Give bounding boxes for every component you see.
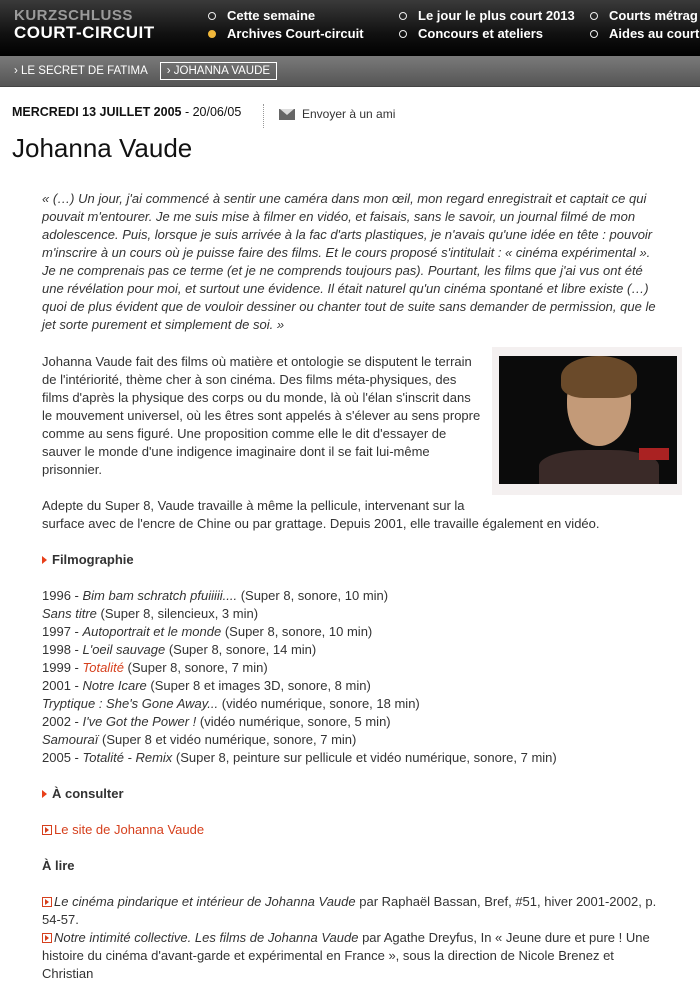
meta-divider	[263, 104, 264, 128]
top-navigation-bar	[0, 0, 700, 56]
send-to-friend-link[interactable]: Envoyer à un ami	[279, 107, 395, 121]
nav-bullet-icon	[399, 30, 407, 38]
date-text: MERCREDI 13 JUILLET 2005	[12, 105, 182, 119]
envelope-icon	[279, 109, 295, 120]
breadcrumb	[0, 56, 700, 87]
read-heading: À lire	[42, 858, 75, 873]
consult-link[interactable]: Le site de Johanna Vaude	[42, 821, 662, 839]
external-link-icon	[42, 825, 52, 835]
filmography-heading: Filmographie	[42, 551, 662, 569]
nav-item-archives[interactable]: Archives Court-circuit	[208, 25, 364, 43]
arrow-icon	[42, 556, 47, 564]
nav-bullet-icon	[590, 12, 598, 20]
nav-item-courts-metrages[interactable]: Courts métrag	[590, 7, 700, 25]
reading-item-2: Notre intimité collective. Les films de Johanna Vaude par Agathe Dreyfus, In « Jeune dure et pure ! Une histoire du cinéma d'avant-garde et expérimental en France », sous la direction de Nicole Brenez et Christian	[42, 930, 650, 981]
film-link-totalite[interactable]: Totalité	[82, 660, 124, 675]
nav-item-jour-plus-court[interactable]: Le jour le plus court 2013	[399, 7, 575, 25]
article-date	[12, 105, 241, 119]
portrait-photo	[492, 347, 682, 495]
consult-heading: À consulter	[42, 785, 662, 803]
list-item: 1996 - Bim bam schratch pfuiiiii.... (Super 8, sonore, 10 min)	[42, 588, 389, 603]
list-item: 1997 - Autoportrait et le monde (Super 8, sonore, 10 min)	[42, 624, 373, 639]
date-ref: - 20/06/05	[181, 105, 242, 119]
reading-item-1: Le cinéma pindarique et intérieur de Johanna Vaude par Raphaël Bassan, Bref, #51, hiver 2001-2002, p. 54-57.	[42, 894, 657, 927]
list-item: 1998 - L'oeil sauvage (Super 8, sonore, 14 min)	[42, 642, 317, 657]
list-item: 2005 - Totalité - Remix (Super 8, peinture sur pellicule et vidéo numérique, sonore, 7 min)	[42, 750, 557, 765]
logo-line-2: COURT-CIRCUIT	[14, 23, 155, 42]
arrow-icon	[42, 790, 47, 798]
nav-bullet-icon	[208, 12, 216, 20]
external-link-icon	[42, 933, 52, 943]
breadcrumb-item-johanna-vaude[interactable]: › JOHANNA VAUDE	[160, 62, 277, 80]
nav-item-aides[interactable]: Aides au court	[590, 25, 700, 43]
external-link-icon	[42, 897, 52, 907]
site-logo[interactable]	[14, 7, 155, 41]
list-item: Samouraï (Super 8 et vidéo numérique, sonore, 7 min)	[42, 732, 357, 747]
list-item: 2002 - I've Got the Power ! (vidéo numérique, sonore, 5 min)	[42, 714, 391, 729]
nav-bullet-icon	[590, 30, 598, 38]
list-item: Sans titre (Super 8, silencieux, 3 min)	[42, 606, 259, 621]
breadcrumb-item-secret-de-fatima[interactable]: › LE SECRET DE FATIMA	[14, 65, 148, 77]
list-item: 1999 - Totalité (Super 8, sonore, 7 min)	[42, 660, 268, 675]
filmography-list	[42, 587, 662, 767]
paragraph-1: Johanna Vaude fait des films où matière et ontologie se disputent le terrain de l'intériorité, thème cher à son cinéma. Des films méta-physiques, des films d'après la physique des corps ou du monde, là où l'élan s'inscrit dans le mouvement universel, où les êtres sont appelés à s'élever au sens propre comme au sens figuré. Une proposition comme elle le dit d'essayer de sauver le monde d'une indigence imaginaire dont il se fait lui-même prisonnier.	[42, 354, 481, 477]
nav-bullet-icon	[399, 12, 407, 20]
logo-line-1: KURZSCHLUSS	[14, 7, 133, 24]
nav-item-cette-semaine[interactable]: Cette semaine	[208, 7, 364, 25]
intro-quote: « (…) Un jour, j'ai commencé à sentir une caméra dans mon œil, mon regard enregistrait et captait ce qui pouvait m'entourer. Je me suis mise à filmer en vidéo, et faisais, sans le savoir, un journal filmé de mon adolescence. Puis, lorsque je suis arrivée à la fac d'arts plastiques, je n'avais qu'une idée en tête : pouvoir m'inscrire à un cours où je puisse faire des films. Et le cours proposé s'intitulait : « cinéma expérimental ». Je ne comprenais pas ce terme (et je ne comprends toujours pas). Pourtant, les films que j'ai vus ont été une révélation pour moi, et surtout une évidence. Il était naturel qu'un cinéma spontané et libre existe (…) quoi de plus évident que de vouloir dessiner ou chanter tout de suite sans demander de permission, que le jet sorte purement et simplement de soi. »	[42, 191, 656, 332]
paragraph-2: Adepte du Super 8, Vaude travaille à même la pellicule, intervenant sur la surface avec de l'encre de Chine ou par grattage. Depuis 2001, elle travaille également en vidéo.	[42, 498, 600, 531]
page-title: Johanna Vaude	[12, 133, 193, 163]
list-item: 2001 - Notre Icare (Super 8 et images 3D, sonore, 8 min)	[42, 678, 371, 693]
nav-item-concours[interactable]: Concours et ateliers	[399, 25, 575, 43]
list-item: Tryptique : She's Gone Away... (vidéo numérique, sonore, 18 min)	[42, 696, 420, 711]
nav-bullet-active-icon	[208, 30, 216, 38]
article-body	[42, 190, 662, 983]
